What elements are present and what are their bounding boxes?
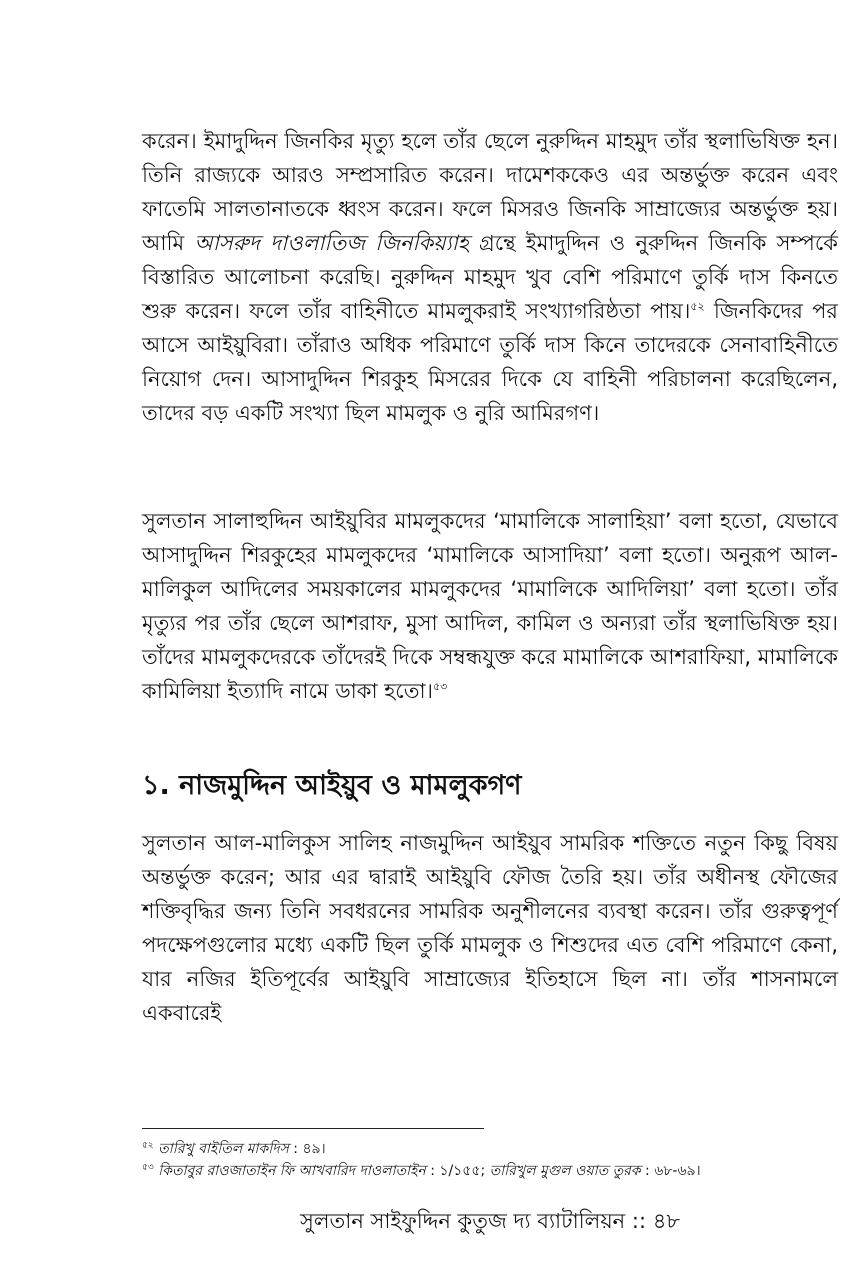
paragraph-text: করেন। ইমাদুদ্দিন জিনকির মৃত্যু হলে তাঁর ছেলে নুরুদ্দিন মাহমুদ তাঁর স্থলাভিষিক্ত হন। তিনি রাজ্যকে আরও সম্প্রসারিত করেন। দামেশককেও এর অন্তর্ভুক্ত করেন এবং ফাতেমি সালতানাতকে ধ্বংস করেন। ফলে মিসরও জিনকি সাম্রাজ্যের অন্তর্ভুক্ত হয়। আমি [142, 129, 838, 255]
footnote-pages: : ৪৯। [288, 1141, 326, 1157]
footnote-source-title: তারিখুল মুগুল ওয়াত তুরক [489, 1163, 641, 1179]
paragraph-2 [142, 504, 838, 708]
page-number: ৪৮ [652, 1209, 681, 1233]
footnotes [142, 1138, 858, 1182]
footnote-52 [142, 1138, 858, 1160]
footnote-ref[interactable]: ৫২ [690, 300, 705, 313]
footnote-source-title: কিতাবুর রাওজাতাইন ফি আখবারিদ দাওলাতাইন [158, 1163, 426, 1179]
book-running-title: সুলতান সাইফুদ্দিন কুতুজ দ্য ব্যাটালিয়ন [299, 1209, 626, 1233]
section-heading: ১. নাজমুদ্দিন আইয়ুব ও মামলুকগণ [142, 770, 522, 801]
footnote-ref[interactable]: ৫৩ [433, 680, 448, 693]
footnote-number: ৫৩ [142, 1162, 154, 1173]
paragraph-text: সুলতান সালাহুদ্দিন আইয়ুবির মামলুকদের ‘মামালিকে সালাহিয়া’ বলা হতো, যেভাবে আসাদুদ্দিন শিরকুহের মামলুকদের ‘মামালিকে আসাদিয়া’ বলা হতো। অনুরূপ আল-মালিকুল আদিলের সময়কালের মামলুকদের ‘মামালিকে আদিলিয়া’ বলা হতো। তাঁর মৃত্যুর পর তাঁর ছেলে আশরাফ, মুসা আদিল, কামিল ও অন্যরা তাঁর স্থলাভিষিক্ত হয়। তাঁদের মামলুকদেরকে তাঁদেরই দিকে সম্বন্ধযুক্ত করে মামালিকে আশরাফিয়া, মামালিকে কামিলিয়া ইত্যাদি নামে ডাকা হতো। [142, 509, 838, 703]
paragraph-3 [142, 826, 838, 1030]
footnote-source-title: তারিখু বাইতিল মাকদিস [158, 1141, 289, 1157]
paragraph-text: সুলতান আল-মালিকুস সালিহ নাজমুদ্দিন আইয়ুব সামরিক শক্তিতে নতুন কিছু বিষয় অন্তর্ভুক্ত করেন; আর এর দ্বারাই আইয়ুবি ফৌজ তৈরি হয়। তাঁর অধীনস্থ ফৌজের শক্তিবৃদ্ধির জন্য তিনি সবধরনের সামরিক অনুশীলনের ব্যবস্থা করেন। তাঁর গুরুত্বপূর্ণ পদক্ষেপগুলোর মধ্যে একটি ছিল তুর্কি মামলুক ও শিশুদের এত বেশি পরিমাণে কেনা, যার নজির ইতিপূর্বের আইয়ুবি সাম্রাজ্যের ইতিহাসে ছিল না। তাঁর শাসনামলে একবারেই [142, 831, 838, 1025]
footnote-divider [142, 1128, 484, 1129]
paragraph-1 [142, 124, 838, 430]
paragraph-text: জিনকিদের পর আসে আইয়ুবিরা। তাঁরাও অধিক পরিমাণে তুর্কি দাস কিনে তাদেরকে সেনাবাহিনীতে নিয়োগ দেন। আসাদুদ্দিন শিরকুহ মিসরের দিকে যে বাহিনী পরিচালনা করেছিলেন, তাদের বড় একটি সংখ্যা ছিল মামলুক ও নুরি আমিরগণ। [142, 299, 838, 425]
footer-separator: :: [625, 1209, 653, 1233]
paragraph-text: গ্রন্থে ইমাদুদ্দিন ও নুরুদ্দিন জিনকি সম্পর্কে বিস্তারিত আলোচনা করেছি। নুরুদ্দিন মাহমুদ খুব বেশি পরিমাণে তুর্কি দাস কিনতে শুরু করেন। ফলে তাঁর বাহিনীতে মামলুকরাই সংখ্যাগরিষ্ঠতা পায়। [142, 231, 838, 323]
footnote-pages: : ৬৮-৬৯। [640, 1163, 701, 1179]
footnote-pages: : ১/১৫৫; [425, 1163, 490, 1179]
footnote-number: ৫২ [142, 1140, 154, 1151]
running-footer [142, 1206, 838, 1236]
book-title: আসরুদ দাওলাতিজ জিনকিয়্যাহ [194, 231, 469, 255]
footnote-53 [142, 1160, 858, 1182]
